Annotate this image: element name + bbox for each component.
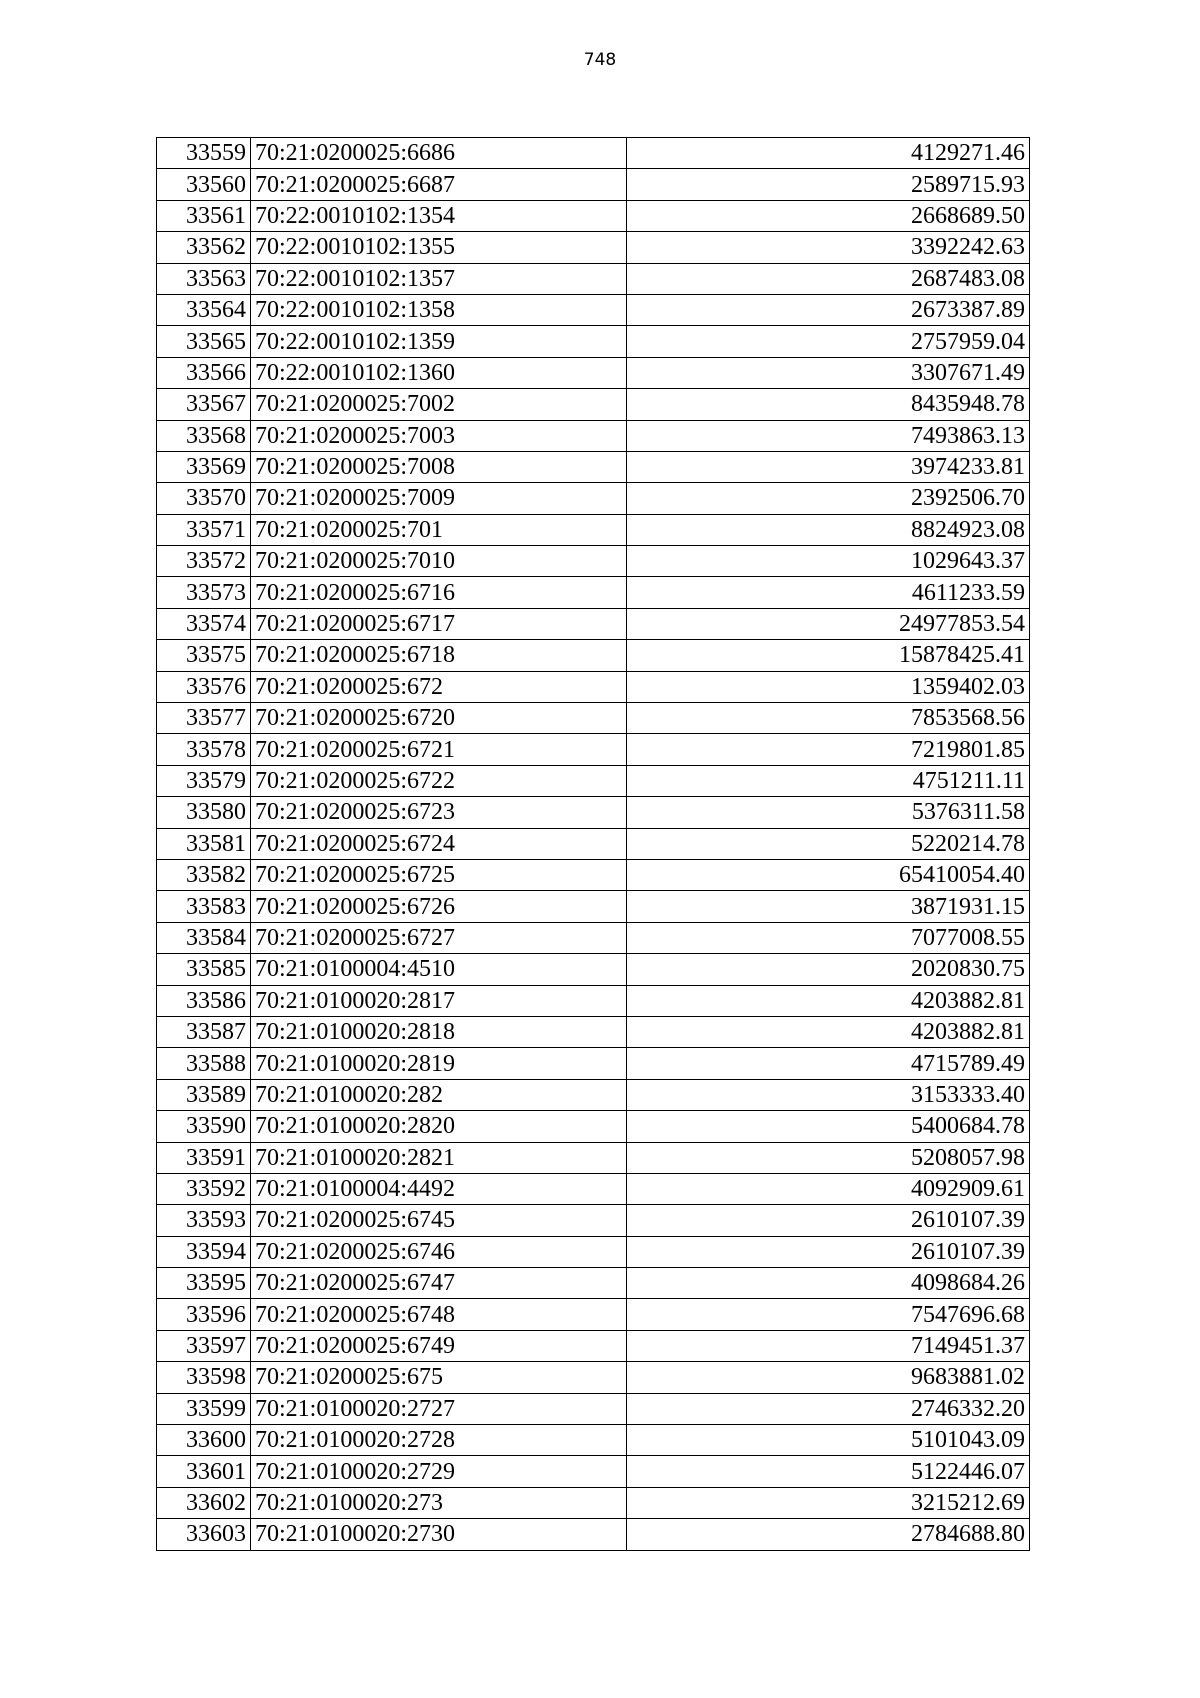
cadastral-value-cell: 7493863.13 — [627, 420, 1030, 451]
cadastral-value-cell: 5122446.07 — [627, 1456, 1030, 1487]
table-row — [157, 671, 1030, 702]
row-number-cell: 33577 — [157, 703, 251, 734]
cadastral-number-cell: 70:21:0100020:273 — [251, 1487, 627, 1518]
row-number-cell: 33597 — [157, 1330, 251, 1361]
cadastral-value-cell: 2757959.04 — [627, 326, 1030, 357]
cadastral-value-cell: 2687483.08 — [627, 263, 1030, 294]
table-row — [157, 1142, 1030, 1173]
table-row — [157, 765, 1030, 796]
row-number-cell: 33564 — [157, 294, 251, 325]
row-number-cell: 33576 — [157, 671, 251, 702]
cadastral-value-cell: 4715789.49 — [627, 1048, 1030, 1079]
table-row — [157, 954, 1030, 985]
row-number-cell: 33582 — [157, 859, 251, 890]
cadastral-number-cell: 70:21:0200025:6726 — [251, 891, 627, 922]
cadastral-value-table — [156, 137, 1030, 1551]
row-number-cell: 33588 — [157, 1048, 251, 1079]
cadastral-number-cell: 70:21:0200025:6725 — [251, 859, 627, 890]
table-row — [157, 326, 1030, 357]
cadastral-value-cell: 2020830.75 — [627, 954, 1030, 985]
cadastral-number-cell: 70:21:0100020:2819 — [251, 1048, 627, 1079]
table-row — [157, 451, 1030, 482]
table-row — [157, 514, 1030, 545]
row-number-cell: 33603 — [157, 1519, 251, 1550]
table-row — [157, 734, 1030, 765]
cadastral-value-cell: 15878425.41 — [627, 640, 1030, 671]
row-number-cell: 33579 — [157, 765, 251, 796]
row-number-cell: 33568 — [157, 420, 251, 451]
cadastral-number-cell: 70:21:0100020:2821 — [251, 1142, 627, 1173]
table-row — [157, 1173, 1030, 1204]
row-number-cell: 33570 — [157, 483, 251, 514]
cadastral-number-cell: 70:21:0200025:6716 — [251, 577, 627, 608]
cadastral-number-cell: 70:21:0200025:675 — [251, 1362, 627, 1393]
cadastral-value-cell: 3392242.63 — [627, 232, 1030, 263]
cadastral-number-cell: 70:21:0200025:6718 — [251, 640, 627, 671]
table-row — [157, 1487, 1030, 1518]
row-number-cell: 33586 — [157, 985, 251, 1016]
cadastral-value-cell: 1029643.37 — [627, 546, 1030, 577]
page-number: 748 — [583, 50, 617, 70]
cadastral-value-cell: 4098684.26 — [627, 1268, 1030, 1299]
table-row — [157, 1268, 1030, 1299]
cadastral-value-cell: 4129271.46 — [627, 138, 1030, 169]
cadastral-number-cell: 70:21:0200025:6745 — [251, 1205, 627, 1236]
row-number-cell: 33591 — [157, 1142, 251, 1173]
table-row — [157, 389, 1030, 420]
table-row — [157, 1330, 1030, 1361]
table-row — [157, 483, 1030, 514]
cadastral-value-cell: 1359402.03 — [627, 671, 1030, 702]
cadastral-value-cell: 9683881.02 — [627, 1362, 1030, 1393]
table-row — [157, 608, 1030, 639]
cadastral-value-cell: 7853568.56 — [627, 703, 1030, 734]
cadastral-number-cell: 70:21:0100020:2820 — [251, 1111, 627, 1142]
cadastral-number-cell: 70:21:0200025:7009 — [251, 483, 627, 514]
table-row — [157, 263, 1030, 294]
table-row — [157, 1519, 1030, 1550]
table-row — [157, 1236, 1030, 1267]
cadastral-number-cell: 70:21:0200025:7010 — [251, 546, 627, 577]
table-row — [157, 1111, 1030, 1142]
cadastral-value-cell: 5220214.78 — [627, 828, 1030, 859]
cadastral-number-cell: 70:21:0200025:6747 — [251, 1268, 627, 1299]
row-number-cell: 33593 — [157, 1205, 251, 1236]
row-number-cell: 33602 — [157, 1487, 251, 1518]
row-number-cell: 33592 — [157, 1173, 251, 1204]
table-row — [157, 200, 1030, 231]
cadastral-number-cell: 70:21:0200025:6749 — [251, 1330, 627, 1361]
cadastral-number-cell: 70:22:0010102:1358 — [251, 294, 627, 325]
cadastral-value-cell: 8435948.78 — [627, 389, 1030, 420]
cadastral-number-cell: 70:21:0200025:7002 — [251, 389, 627, 420]
cadastral-value-cell: 4203882.81 — [627, 985, 1030, 1016]
row-number-cell: 33585 — [157, 954, 251, 985]
cadastral-number-cell: 70:21:0200025:6723 — [251, 797, 627, 828]
cadastral-value-cell: 7149451.37 — [627, 1330, 1030, 1361]
row-number-cell: 33567 — [157, 389, 251, 420]
table-body — [157, 138, 1030, 1551]
cadastral-value-cell: 7077008.55 — [627, 922, 1030, 953]
cadastral-value-cell: 24977853.54 — [627, 608, 1030, 639]
row-number-cell: 33562 — [157, 232, 251, 263]
table-row — [157, 640, 1030, 671]
cadastral-number-cell: 70:21:0100020:2728 — [251, 1425, 627, 1456]
table-row — [157, 1048, 1030, 1079]
cadastral-value-cell: 3307671.49 — [627, 357, 1030, 388]
cadastral-number-cell: 70:21:0100020:2817 — [251, 985, 627, 1016]
cadastral-value-cell: 3871931.15 — [627, 891, 1030, 922]
row-number-cell: 33559 — [157, 138, 251, 169]
row-number-cell: 33584 — [157, 922, 251, 953]
cadastral-number-cell: 70:21:0200025:7003 — [251, 420, 627, 451]
cadastral-number-cell: 70:21:0200025:6722 — [251, 765, 627, 796]
cadastral-value-cell: 4203882.81 — [627, 1016, 1030, 1047]
row-number-cell: 33574 — [157, 608, 251, 639]
cadastral-number-cell: 70:21:0200025:6686 — [251, 138, 627, 169]
cadastral-number-cell: 70:21:0200025:6720 — [251, 703, 627, 734]
cadastral-number-cell: 70:22:0010102:1360 — [251, 357, 627, 388]
row-number-cell: 33581 — [157, 828, 251, 859]
cadastral-number-cell: 70:21:0100020:2727 — [251, 1393, 627, 1424]
row-number-cell: 33569 — [157, 451, 251, 482]
cadastral-value-cell: 2668689.50 — [627, 200, 1030, 231]
row-number-cell: 33565 — [157, 326, 251, 357]
row-number-cell: 33573 — [157, 577, 251, 608]
table-row — [157, 1362, 1030, 1393]
row-number-cell: 33589 — [157, 1079, 251, 1110]
table-row — [157, 1299, 1030, 1330]
row-number-cell: 33590 — [157, 1111, 251, 1142]
row-number-cell: 33600 — [157, 1425, 251, 1456]
cadastral-number-cell: 70:21:0200025:6687 — [251, 169, 627, 200]
table-row — [157, 922, 1030, 953]
cadastral-number-cell: 70:21:0200025:6721 — [251, 734, 627, 765]
row-number-cell: 33571 — [157, 514, 251, 545]
cadastral-value-cell: 2589715.93 — [627, 169, 1030, 200]
cadastral-value-cell: 4092909.61 — [627, 1173, 1030, 1204]
row-number-cell: 33599 — [157, 1393, 251, 1424]
row-number-cell: 33578 — [157, 734, 251, 765]
table-row — [157, 577, 1030, 608]
cadastral-value-cell: 2784688.80 — [627, 1519, 1030, 1550]
table-row — [157, 703, 1030, 734]
cadastral-value-cell: 5376311.58 — [627, 797, 1030, 828]
table-row — [157, 828, 1030, 859]
cadastral-value-cell: 2392506.70 — [627, 483, 1030, 514]
cadastral-value-cell: 8824923.08 — [627, 514, 1030, 545]
table-row — [157, 1079, 1030, 1110]
cadastral-value-cell: 2610107.39 — [627, 1205, 1030, 1236]
cadastral-number-cell: 70:21:0200025:6717 — [251, 608, 627, 639]
table-row — [157, 294, 1030, 325]
cadastral-number-cell: 70:21:0200025:6746 — [251, 1236, 627, 1267]
cadastral-value-cell: 3153333.40 — [627, 1079, 1030, 1110]
cadastral-value-cell: 4751211.11 — [627, 765, 1030, 796]
row-number-cell: 33587 — [157, 1016, 251, 1047]
cadastral-number-cell: 70:22:0010102:1355 — [251, 232, 627, 263]
cadastral-value-cell: 2746332.20 — [627, 1393, 1030, 1424]
cadastral-number-cell: 70:21:0100020:2730 — [251, 1519, 627, 1550]
table-row — [157, 1205, 1030, 1236]
table-row — [157, 546, 1030, 577]
cadastral-number-cell: 70:21:0200025:6727 — [251, 922, 627, 953]
table-row — [157, 1425, 1030, 1456]
row-number-cell: 33575 — [157, 640, 251, 671]
cadastral-number-cell: 70:21:0100020:282 — [251, 1079, 627, 1110]
row-number-cell: 33560 — [157, 169, 251, 200]
cadastral-value-cell: 5400684.78 — [627, 1111, 1030, 1142]
cadastral-number-cell: 70:22:0010102:1354 — [251, 200, 627, 231]
cadastral-number-cell: 70:21:0200025:7008 — [251, 451, 627, 482]
cadastral-number-cell: 70:21:0200025:701 — [251, 514, 627, 545]
cadastral-number-cell: 70:21:0100020:2818 — [251, 1016, 627, 1047]
cadastral-number-cell: 70:21:0100004:4492 — [251, 1173, 627, 1204]
cadastral-number-cell: 70:21:0100004:4510 — [251, 954, 627, 985]
cadastral-value-cell: 5208057.98 — [627, 1142, 1030, 1173]
cadastral-number-cell: 70:21:0200025:6724 — [251, 828, 627, 859]
table-row — [157, 891, 1030, 922]
cadastral-value-cell: 7547696.68 — [627, 1299, 1030, 1330]
table-row — [157, 420, 1030, 451]
row-number-cell: 33595 — [157, 1268, 251, 1299]
cadastral-value-cell: 4611233.59 — [627, 577, 1030, 608]
cadastral-value-cell: 3215212.69 — [627, 1487, 1030, 1518]
cadastral-number-cell: 70:22:0010102:1359 — [251, 326, 627, 357]
cadastral-value-cell: 5101043.09 — [627, 1425, 1030, 1456]
table-row — [157, 232, 1030, 263]
row-number-cell: 33583 — [157, 891, 251, 922]
cadastral-value-cell: 65410054.40 — [627, 859, 1030, 890]
row-number-cell: 33598 — [157, 1362, 251, 1393]
cadastral-number-cell: 70:21:0200025:6748 — [251, 1299, 627, 1330]
cadastral-number-cell: 70:21:0100020:2729 — [251, 1456, 627, 1487]
cadastral-number-cell: 70:22:0010102:1357 — [251, 263, 627, 294]
row-number-cell: 33572 — [157, 546, 251, 577]
row-number-cell: 33594 — [157, 1236, 251, 1267]
table-row — [157, 985, 1030, 1016]
cadastral-number-cell: 70:21:0200025:672 — [251, 671, 627, 702]
row-number-cell: 33601 — [157, 1456, 251, 1487]
row-number-cell: 33563 — [157, 263, 251, 294]
row-number-cell: 33561 — [157, 200, 251, 231]
row-number-cell: 33580 — [157, 797, 251, 828]
row-number-cell: 33566 — [157, 357, 251, 388]
cadastral-value-cell: 3974233.81 — [627, 451, 1030, 482]
cadastral-value-cell: 2610107.39 — [627, 1236, 1030, 1267]
table-row — [157, 138, 1030, 169]
cadastral-value-cell: 7219801.85 — [627, 734, 1030, 765]
table-row — [157, 169, 1030, 200]
row-number-cell: 33596 — [157, 1299, 251, 1330]
table-row — [157, 797, 1030, 828]
table-row — [157, 1393, 1030, 1424]
table-row — [157, 357, 1030, 388]
table-row — [157, 1016, 1030, 1047]
cadastral-value-cell: 2673387.89 — [627, 294, 1030, 325]
table-row — [157, 1456, 1030, 1487]
table-row — [157, 859, 1030, 890]
